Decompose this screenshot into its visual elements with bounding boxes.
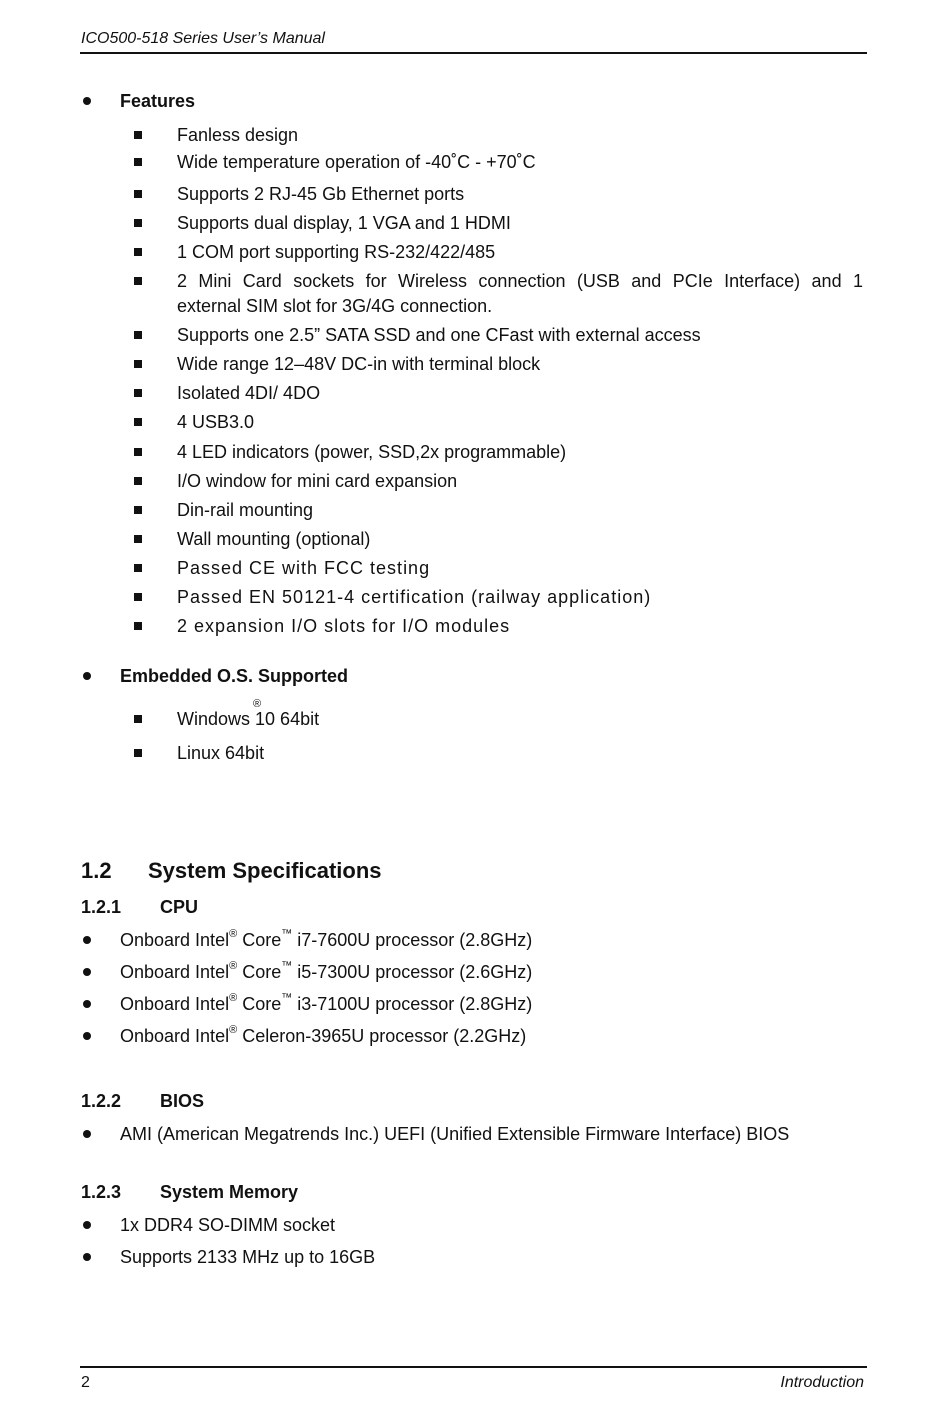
features-heading: Features xyxy=(120,91,196,111)
running-header: ICO500-518 Series User’s Manual xyxy=(81,30,325,47)
cpu-family: Core xyxy=(237,994,282,1014)
cpu-vendor: Onboard Intel xyxy=(120,930,230,950)
cpu-item xyxy=(120,929,532,951)
os-item-linux: Linux 64bit xyxy=(177,743,265,763)
bullet-square xyxy=(134,564,142,572)
subsection-number: 1.2.2 xyxy=(81,1091,122,1111)
os-windows-name: Windows xyxy=(177,709,251,729)
registered-mark: ® xyxy=(229,1024,238,1036)
bullet-square xyxy=(134,715,142,723)
subsection-title: System Memory xyxy=(160,1182,299,1202)
cpu-model: i3-7100U processor (2.8GHz) xyxy=(292,994,533,1014)
feature-item-continuation: external SIM slot for 3G/4G connection. xyxy=(177,296,493,316)
memory-item: Supports 2133 MHz up to 16GB xyxy=(120,1247,376,1267)
bullet-dot xyxy=(83,1130,91,1138)
bullet-dot xyxy=(83,1221,91,1229)
feature-item: Wide temperature operation of -40˚C - +70˚C xyxy=(177,152,536,172)
bullet-square xyxy=(134,277,142,285)
feature-item: Wide range 12–48V DC-in with terminal block xyxy=(177,354,541,374)
footer-section: Introduction xyxy=(780,1374,864,1391)
subsection-number: 1.2.1 xyxy=(81,897,122,917)
feature-item: Fanless design xyxy=(177,125,299,145)
subsection-title: BIOS xyxy=(160,1091,205,1111)
bullet-dot xyxy=(83,1032,91,1040)
bullet-dot xyxy=(83,1253,91,1261)
bullet-square xyxy=(134,158,142,166)
cpu-family: Core xyxy=(237,930,282,950)
bios-item: AMI (American Megatrends Inc.) UEFI (Unified Extensible Firmware Interface) BIOS xyxy=(120,1124,790,1144)
bullet-square xyxy=(134,190,142,198)
bullet-dot xyxy=(83,968,91,976)
feature-item: Wall mounting (optional) xyxy=(177,529,371,549)
cpu-vendor: Onboard Intel xyxy=(120,1026,230,1046)
bullet-dot xyxy=(83,97,91,105)
header-rule xyxy=(80,52,867,54)
cpu-model: i5-7300U processor (2.6GHz) xyxy=(292,962,533,982)
feature-item: 4 USB3.0 xyxy=(177,412,255,432)
bullet-square xyxy=(134,248,142,256)
subsection-number: 1.2.3 xyxy=(81,1182,122,1202)
cpu-item xyxy=(120,961,532,983)
cpu-model: i7-7600U processor (2.8GHz) xyxy=(292,930,533,950)
bullet-square xyxy=(134,418,142,426)
feature-item: Isolated 4DI/ 4DO xyxy=(177,383,321,403)
feature-item: Passed CE with FCC testing xyxy=(177,558,431,578)
cpu-model: Celeron-3965U processor (2.2GHz) xyxy=(237,1026,527,1046)
feature-item: Supports one 2.5” SATA SSD and one CFast with external access xyxy=(177,325,701,345)
cpu-item xyxy=(120,993,532,1015)
bullet-square xyxy=(134,622,142,630)
page-number: 2 xyxy=(81,1374,90,1391)
feature-item: Supports dual display, 1 VGA and 1 HDMI xyxy=(177,213,511,233)
subsection-title: CPU xyxy=(160,897,199,917)
bullet-square xyxy=(134,749,142,757)
trademark-mark: ™ xyxy=(281,928,293,940)
bullet-dot xyxy=(83,672,91,680)
section-number: 1.2 xyxy=(81,858,112,883)
bullet-square xyxy=(134,506,142,514)
bullet-square xyxy=(134,131,142,139)
bullet-square xyxy=(134,389,142,397)
section-title: System Specifications xyxy=(148,858,382,883)
cpu-item xyxy=(120,1025,526,1047)
bullet-square xyxy=(134,219,142,227)
os-heading: Embedded O.S. Supported xyxy=(120,666,349,686)
bullet-dot xyxy=(83,936,91,944)
bullet-square xyxy=(134,477,142,485)
cpu-family: Core xyxy=(237,962,282,982)
bullet-square xyxy=(134,448,142,456)
feature-item: 4 LED indicators (power, SSD,2x programmable) xyxy=(177,442,567,462)
bullet-dot xyxy=(83,1000,91,1008)
registered-mark: ® xyxy=(229,992,238,1004)
registered-mark: ® xyxy=(229,928,238,940)
feature-item: I/O window for mini card expansion xyxy=(177,471,458,491)
os-windows-version: 10 64bit xyxy=(250,709,320,729)
feature-item: 2 Mini Card sockets for Wireless connection (USB and PCIe Interface) and 1 xyxy=(177,271,863,291)
feature-item: 2 expansion I/O slots for I/O modules xyxy=(177,616,511,636)
feature-item: Din-rail mounting xyxy=(177,500,314,520)
cpu-vendor: Onboard Intel xyxy=(120,962,230,982)
registered-mark: ® xyxy=(253,698,262,710)
feature-item: Passed EN 50121-4 certification (railway application) xyxy=(177,587,652,607)
cpu-vendor: Onboard Intel xyxy=(120,994,230,1014)
trademark-mark: ™ xyxy=(281,960,293,972)
bullet-square xyxy=(134,593,142,601)
feature-item: Supports 2 RJ-45 Gb Ethernet ports xyxy=(177,184,465,204)
registered-mark: ® xyxy=(229,960,238,972)
memory-item: 1x DDR4 SO-DIMM socket xyxy=(120,1215,336,1235)
bullet-square xyxy=(134,360,142,368)
footer-rule xyxy=(80,1366,867,1368)
bullet-square xyxy=(134,535,142,543)
trademark-mark: ™ xyxy=(281,992,293,1004)
os-item-windows xyxy=(177,698,320,730)
bullet-square xyxy=(134,331,142,339)
feature-item: 1 COM port supporting RS-232/422/485 xyxy=(177,242,496,262)
